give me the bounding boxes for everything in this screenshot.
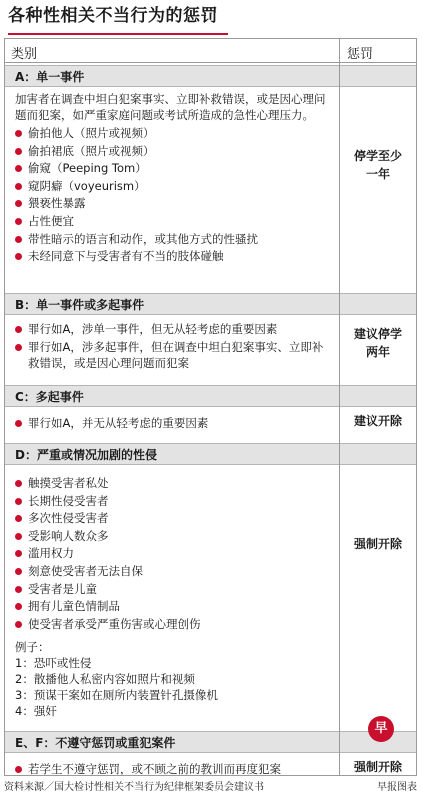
- list-item: 使受害者承受严重伤害或心理创伤: [15, 616, 331, 634]
- list-item: 若学生不遵守惩罚，或不顾之前的教训而再度犯案: [15, 761, 331, 776]
- section-b-list: [15, 321, 331, 371]
- list-item: 多次性侵受害者: [15, 510, 331, 528]
- table-header: [5, 39, 416, 63]
- bullet-dot-icon: [15, 236, 22, 243]
- bullet-dot-icon: [15, 498, 22, 505]
- section-d-heading: D：严重或情况加剧的性侵: [5, 443, 339, 465]
- bullet-dot-icon: [15, 515, 22, 522]
- section-b-heading-fill: [340, 293, 416, 315]
- bullet-dot-icon: [15, 148, 22, 155]
- bullet-dot-icon: [15, 344, 22, 351]
- list-item: 偷窥（Peeping Tom）: [15, 160, 331, 178]
- bullet-dot-icon: [15, 165, 22, 172]
- section-ef-heading: E、F：不遵守惩罚或重犯案件: [5, 731, 339, 753]
- footer: [4, 779, 417, 797]
- bullet-dot-icon: [15, 568, 22, 575]
- list-item: 未经同意下与受害者有不当的肢体碰触: [15, 248, 331, 266]
- list-item: 带性暗示的语言和动作，或其他方式的性骚扰: [15, 231, 331, 249]
- section-c-penalty: 建议开除: [353, 414, 402, 428]
- graphic-credit: 早报图表: [377, 782, 417, 793]
- section-b-penalty: 建议停学 两年: [353, 327, 402, 359]
- list-item: 罪行如A，涉多起事件，但在调查中坦白犯案事实、立即补救错误，或是因心理问题而犯案: [15, 339, 331, 371]
- bullet-dot-icon: [15, 253, 22, 260]
- bullet-dot-icon: [15, 326, 22, 333]
- section-d-penalty: 强制开除: [353, 537, 402, 551]
- bullet-dot-icon: [15, 621, 22, 628]
- list-item: 拥有儿童色情制品: [15, 598, 331, 616]
- page-title: 各种性相关不当行为的惩罚: [8, 6, 218, 26]
- section-a-penalty: 停学至少 一年: [353, 149, 402, 181]
- section-a-list: [15, 125, 331, 266]
- section-c-list: [15, 415, 331, 433]
- bullet-dot-icon: [15, 603, 22, 610]
- bullet-dot-icon: [15, 533, 22, 540]
- list-item: 罪行如A，并无从轻考虑的重要因素: [15, 415, 331, 433]
- section-a-intro: 加害者在调查中坦白犯案事实、立即补救错误，或是因心理问题而犯案，如严重家庭问题或考试所造成的急性心理压力。: [15, 92, 326, 122]
- list-item: 3：预谋干案如在厕所内装置针孔摄像机: [15, 688, 218, 703]
- list-item: 受害者是儿童: [15, 581, 331, 599]
- list-item: 刻意使受害者无法自保: [15, 563, 331, 581]
- section-b-body: [5, 317, 339, 371]
- list-item: 4：强奸: [15, 704, 57, 719]
- bullet-dot-icon: [15, 183, 22, 190]
- bullet-dot-icon: [15, 130, 22, 137]
- header-category: 类别: [11, 47, 38, 62]
- section-ef-list: [15, 761, 331, 776]
- section-b-heading: B：单一事件或多起事件: [5, 293, 339, 315]
- list-item: 长期性侵受害者: [15, 493, 331, 511]
- penalty-table: [4, 38, 417, 776]
- list-item: 触摸受害者私处: [15, 475, 331, 493]
- list-item: 罪行如A，涉单一事件，但无从轻考虑的重要因素: [15, 321, 331, 337]
- list-item: 占性便宜: [15, 213, 331, 231]
- zaobao-seal-logo: 早: [368, 716, 394, 742]
- examples-list: [15, 655, 331, 719]
- bullet-dot-icon: [15, 766, 22, 773]
- list-item: 2：散播他人私密内容如照片和视频: [15, 672, 195, 687]
- section-a-heading: A：单一事件: [5, 65, 339, 87]
- list-item: 窥阴癖（voyeurism）: [15, 178, 331, 196]
- bullet-dot-icon: [15, 480, 22, 487]
- section-a-body: [5, 87, 339, 266]
- title-block: [5, 4, 417, 34]
- bullet-dot-icon: [15, 550, 22, 557]
- list-item: 受影响人数众多: [15, 528, 331, 546]
- section-a-heading-fill: [340, 65, 416, 87]
- title-underline: [8, 33, 228, 35]
- section-d-heading-fill: [340, 443, 416, 465]
- list-item: 滥用权力: [15, 545, 331, 563]
- list-item: 猥亵性暴露: [15, 195, 331, 213]
- bullet-dot-icon: [15, 200, 22, 207]
- section-ef-penalty: 强制开除: [353, 760, 402, 774]
- section-d-list: [15, 475, 331, 633]
- section-ef-body: [5, 757, 339, 776]
- source-note: 资料来源／国大检讨性相关不当行为纪律框架委员会建议书: [4, 782, 264, 793]
- header-penalty: 惩罚: [347, 47, 374, 62]
- list-item: 1：恐吓或性侵: [15, 656, 92, 671]
- bullet-dot-icon: [15, 218, 22, 225]
- bullet-dot-icon: [15, 420, 22, 427]
- list-item: 偷拍他人（照片或视频）: [15, 125, 331, 143]
- section-d-body: [5, 471, 339, 719]
- bullet-dot-icon: [15, 586, 22, 593]
- list-item: 偷拍裙底（照片或视频）: [15, 143, 331, 161]
- section-c-heading: C：多起事件: [5, 385, 339, 407]
- examples-title: 例子：: [15, 640, 50, 655]
- section-c-heading-fill: [340, 385, 416, 407]
- section-c-body: [5, 411, 339, 433]
